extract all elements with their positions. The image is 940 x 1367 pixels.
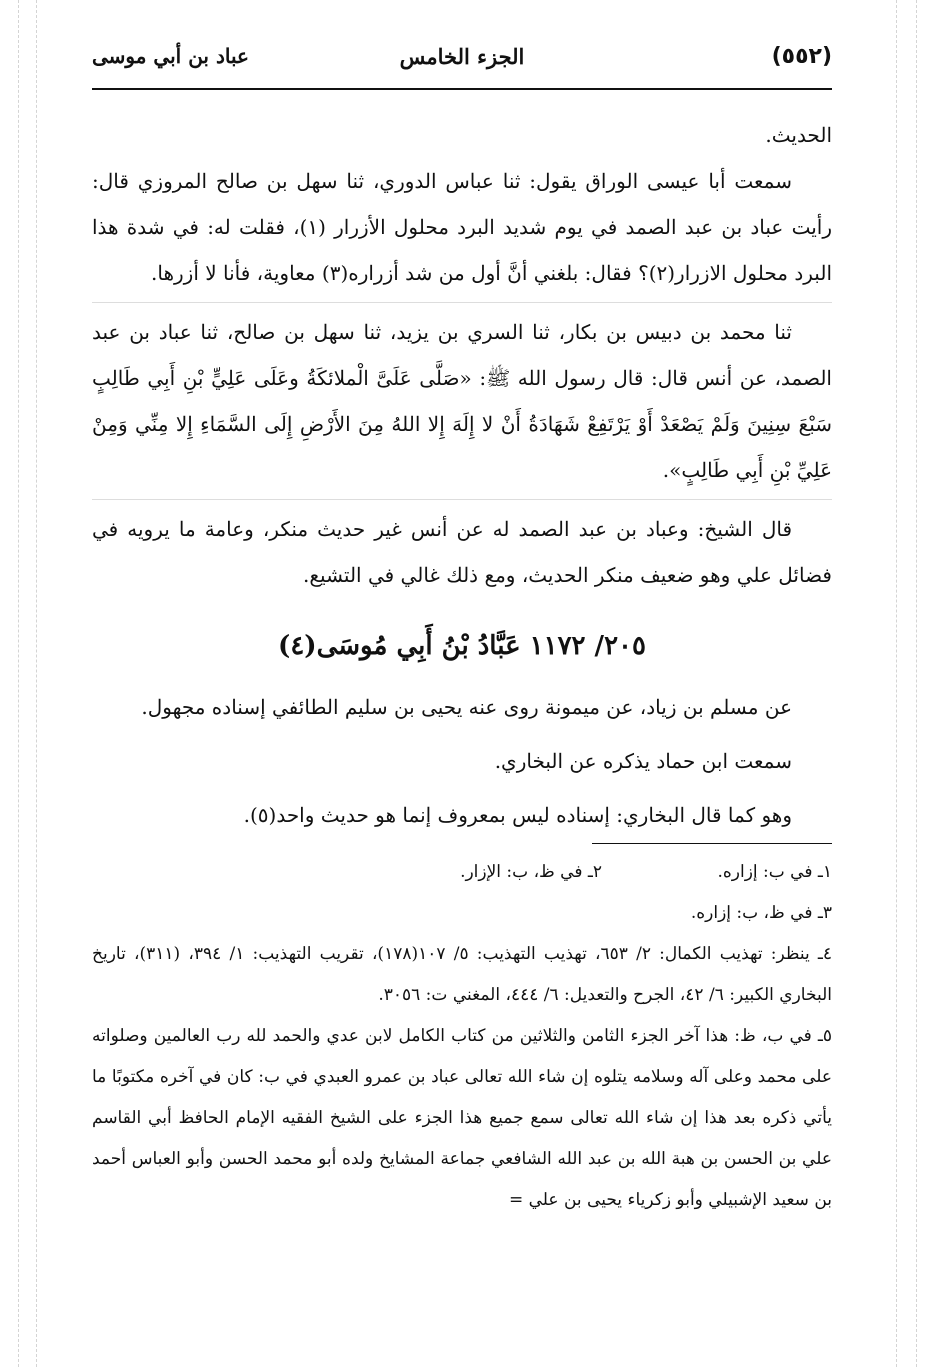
footnote: ٥ـ في ب، ظ: هذا آخر الجزء الثامن والثلاثين من كتاب الكامل لابن عدي والحمد لله رب العالمين وصلواته على محمد وعلى آله وسلامه يتلوه إن شاء الله تعالى عباد بن عمرو العبدي في ب: كان في آخره مكتوبًا ما يأتي ذكره بعد هذا إن شاء الله تعالى سمع جميع هذا الجزء على الشيخ الفقيه الإمام الحافظ أبي القاسم علي بن الحسن بن هبة الله بن عبد الله الشافعي جماعة المشايخ ولده أبو محمد الحسن وأبو العباس أحمد بن سعيد الإشبيلي وأبو زكرياء يحيى بن علي = [92, 1026, 832, 1210]
paragraph: عن مسلم بن زياد، عن ميمونة روى عنه يحيى بن سليم الطائفي إسناده مجهول. [141, 695, 792, 719]
scan-guide-line [18, 0, 19, 1367]
footnote: ٤ـ ينظر: تهذيب الكمال: ٢/ ٦٥٣، تهذيب التهذيب: ٥/ ١٠٧(١٧٨)، تقريب التهذيب: ١/ ٣٩٤، (٣١١)، تاريخ البخاري الكبير: ٦/ ٤٢، الجرح والتعديل: ٦/ ٤٤٤، المغني ت: ٣٠٥٦. [92, 944, 833, 1005]
divider [92, 302, 832, 303]
header-title: عباد بن أبي موسى [92, 44, 249, 68]
main-text [92, 112, 832, 598]
footnote-rule [592, 843, 832, 844]
paragraph: قال الشيخ: وعباد بن عبد الصمد له عن أنس غير حديث منكر، وعامة ما يرويه في فضائل علي وهو ضعيف منكر الحديث، ومع ذلك غالي في التشيع. [92, 517, 832, 587]
running-header [92, 38, 832, 88]
paragraph: سمعت أبا عيسى الوراق يقول: ثنا عباس الدوري، ثنا سهل بن صالح المروزي قال: رأيت عباد بن عبد الصمد في يوم شديد البرد محلول الأزرار (١)، فقلت له: في شدة هذا البرد محلول الازرار(٢)؟ فقال: بلغني أنَّ أول من شد أزراره(٣) معاوية، فأنا لا أزرها. [92, 169, 832, 285]
scan-guide-line [896, 0, 897, 1367]
scan-guide-line [36, 0, 37, 1367]
paragraph: ثنا محمد بن دبيس بن بكار، ثنا السري بن يزيد، ثنا سهل بن صالح، ثنا عباد بن عبد الصمد، عن أنس قال: قال رسول الله ﷺ: «صَلَّى عَلَىَّ الْملائكَةُ وعَلَى عَلِيٍّ بْنِ أَبِي طَالِبٍ سَبْعَ سِنِينَ وَلَمْ يَصْعَدْ أَوْ يَرْتَفِعْ شَهَادَةُ أَنْ لا إِلَهَ إِلا اللهُ مِنَ الأَرْضِ إِلَى السَّمَاءِ إِلا مِنِّي وَمِنْ عَلِيِّ بْنِ أَبِي طَالِبٍ». [92, 320, 832, 482]
footnote: ١ـ في ب: إزاره. [717, 862, 832, 882]
paragraph: سمعت ابن حماد يذكره عن البخاري. [494, 749, 792, 773]
scan-guide-line [916, 0, 917, 1367]
part-label: الجزء الخامس [399, 44, 525, 69]
divider [92, 499, 832, 500]
entry-text [92, 680, 832, 842]
header-rule [92, 88, 832, 90]
paragraph: وهو كما قال البخاري: إسناده ليس بمعروف إنما هو حديث واحد(٥). [243, 803, 792, 827]
footnote: ٢ـ في ظ، ب: الإزار. [460, 862, 602, 882]
entry-heading: ٢٠٥/ ١١٧٢ عَبَّادُ بْنُ أَبِي مُوسَى(٤) [278, 631, 646, 661]
footnote: ٣ـ في ظ، ب: إزاره. [690, 903, 832, 923]
footnotes [92, 852, 832, 1221]
page-number: (٥٥٢) [771, 44, 832, 69]
paragraph: الحديث. [765, 123, 832, 147]
footnote-row [92, 852, 832, 893]
